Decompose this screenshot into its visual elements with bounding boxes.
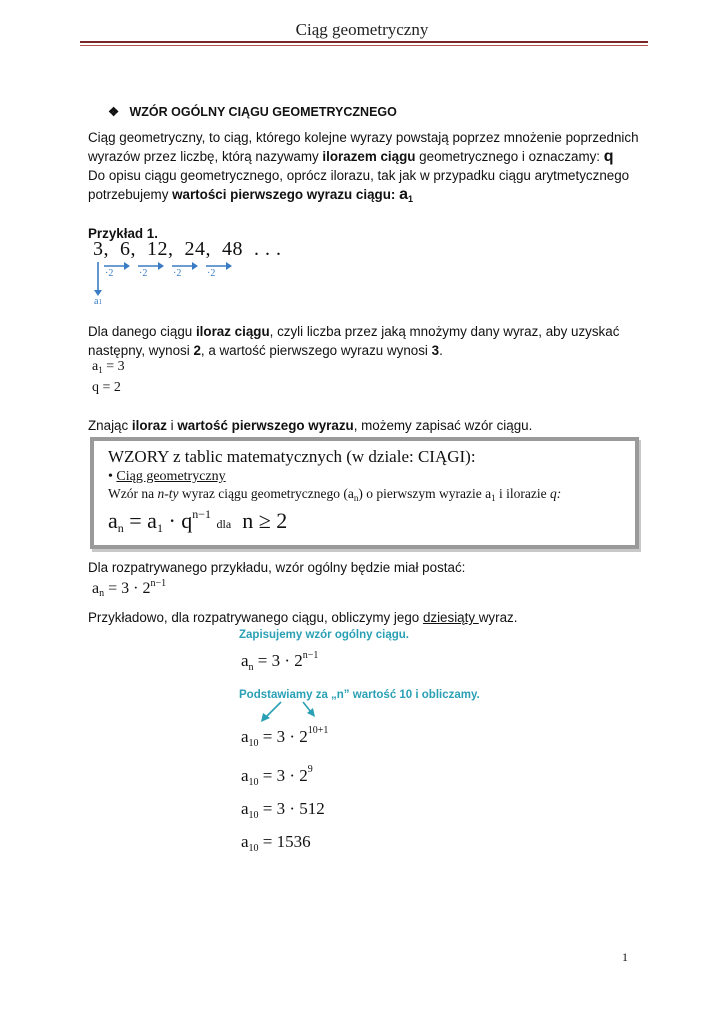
formula-box-content <box>108 447 561 536</box>
para-text: i <box>166 418 178 433</box>
calc-general-formula <box>241 650 318 673</box>
formula-part: a <box>241 832 249 851</box>
given-values <box>92 358 125 397</box>
para-text: Dla danego ciągu <box>88 324 196 339</box>
paragraph-line <box>88 341 648 360</box>
para-bold: 3 <box>431 343 440 358</box>
symbol-q: q <box>603 148 614 165</box>
section-title <box>108 104 397 119</box>
formula-sub: 10 <box>248 777 259 788</box>
formula-part: = 3 · 2 <box>253 651 303 670</box>
intro-line-1: Ciąg geometryczny, to ciąg, którego kolejne wyrazy powstają poprzez mnożenie poprzednich <box>88 130 639 145</box>
calc-note-1: Zapisujemy wzór ogólny ciągu. <box>239 629 409 641</box>
general-term-formula <box>108 507 561 536</box>
seq-term: 6, <box>120 238 136 260</box>
formula-exp: n−1 <box>192 507 212 521</box>
formula-part: = 3 · 2 <box>104 580 151 597</box>
formula-exp: 9 <box>307 764 313 775</box>
calc-rows <box>241 718 328 862</box>
intro-text: potrzebujemy <box>88 187 173 202</box>
seq-ellipsis: . . . <box>254 238 282 260</box>
intro-paragraph <box>88 128 648 209</box>
a1-marker-sub: 1 <box>98 298 102 306</box>
formula-part: a <box>241 727 249 746</box>
intro-bold-iloraz: ilorazem ciągu <box>322 149 416 164</box>
para-text: wyraz. <box>478 610 518 625</box>
formula-box-item <box>108 469 561 485</box>
formula-box <box>90 437 639 549</box>
formula-sub: 10 <box>248 843 259 854</box>
formula-box-heading: WZORY z tablic matematycznych (w dziale: CIĄGI): <box>108 447 476 466</box>
desc-sub: n <box>353 493 359 503</box>
seq-term: 12, <box>147 238 174 260</box>
multiplier-label: ·2 <box>105 268 114 279</box>
para-text: następny, wynosi <box>88 343 194 358</box>
a1-marker-text: a <box>94 296 99 307</box>
formula-sub: 1 <box>156 521 163 535</box>
formula-sub: n <box>117 521 124 535</box>
desc-text: ) o pierwszym wyrazie a <box>358 486 492 501</box>
formula-part: a <box>108 508 118 533</box>
formula-part: · q <box>162 508 193 533</box>
multiplier-label: ·2 <box>207 268 216 279</box>
formula-part: = 3 · 2 <box>258 727 308 746</box>
value-q: q = 2 <box>92 380 121 395</box>
formula-sub: n <box>99 588 105 599</box>
desc-text: Wzór na <box>108 486 158 501</box>
para-text: , a wartość pierwszego wyrazu wynosi <box>200 343 432 358</box>
pointer-arrow-icon <box>303 702 315 717</box>
formula-exp: n−1 <box>150 578 167 589</box>
value-a1-lhs: a <box>92 359 99 374</box>
para-text: Znając <box>88 418 132 433</box>
formula-part: = a <box>123 508 157 533</box>
diamond-bullet-icon: ❖ <box>108 105 120 119</box>
example-label-text: Przykład 1. <box>88 226 158 241</box>
intro-text: wyrazów przez liczbę, którą nazywamy <box>88 149 323 164</box>
para-text: Przykładowo, dla rozpatrywanego ciągu, obliczymy jego <box>88 610 423 625</box>
paragraph-line <box>88 322 648 341</box>
page-number: 1 <box>622 950 628 964</box>
formula-part: a <box>241 799 249 818</box>
formula-exp: 10+1 <box>307 725 329 736</box>
multiplier-label: ·2 <box>173 268 182 279</box>
formula-part: = 3 · 2 <box>258 766 308 785</box>
paragraph-tenth-term <box>88 608 517 627</box>
header-rule-thin <box>80 45 648 46</box>
desc-text: wyraz ciągu geometrycznego (a <box>178 486 354 501</box>
symbol-a1: a <box>399 186 408 203</box>
para-bold: wartość pierwszego wyrazu <box>177 418 354 433</box>
para-bold: iloraz <box>131 418 167 433</box>
value-a1-rhs: = 3 <box>102 359 125 374</box>
formula-part: = 1536 <box>258 832 311 851</box>
desc-text: i ilorazie <box>495 486 550 501</box>
desc-sub: 1 <box>491 493 496 503</box>
para-bold: iloraz ciągu <box>195 324 270 339</box>
formula-part: a <box>92 580 100 597</box>
para-underline: dziesiąty <box>422 610 479 625</box>
seq-term: 24, <box>184 238 211 260</box>
intro-line-4 <box>88 185 648 209</box>
calc-row <box>241 829 328 862</box>
formula-sub: 10 <box>248 810 259 821</box>
formula-box-desc <box>108 486 561 503</box>
formula-part: a <box>241 651 249 670</box>
symbol-a1-sub: 1 <box>407 194 413 204</box>
calc-row <box>241 718 328 757</box>
formula-part: = 3 · 512 <box>258 799 325 818</box>
desc-italic: q: <box>549 486 562 501</box>
formula-part: a <box>241 766 249 785</box>
intro-line-2 <box>88 147 648 166</box>
para-text: , czyli liczba przez jaką mnożymy dany wyraz, aby uzyskać <box>269 324 620 339</box>
calc-row <box>241 796 328 829</box>
para-text: , możemy zapisać wzór ciągu. <box>353 418 533 433</box>
general-formula-example <box>92 578 166 599</box>
seq-term: 48 <box>222 238 243 260</box>
intro-line-3: Do opisu ciągu geometrycznego, oprócz ilorazu, tak jak w przypadku ciągu arytmetycznego <box>88 168 630 183</box>
formula-sub: n <box>248 662 254 673</box>
multiplier-label: ·2 <box>139 268 148 279</box>
desc-italic: n-ty <box>157 486 179 501</box>
formula-sub: 10 <box>248 738 259 749</box>
a1-marker <box>94 296 102 307</box>
paragraph-formula-intro <box>88 416 532 435</box>
intro-bold-first-term: wartości pierwszego wyrazu ciągu: <box>172 187 400 202</box>
calc-row <box>241 757 328 796</box>
down-arrow-icon <box>94 262 102 296</box>
paragraph-general: Dla rozpatrywanego przykładu, wzór ogólny będzie miał postać: <box>88 560 466 575</box>
formula-condition: n ≥ 2 <box>242 508 288 533</box>
header-rule <box>80 41 648 43</box>
page-header-title: Ciąg geometryczny <box>295 20 429 39</box>
formula-dla: dla <box>216 517 232 531</box>
sequence-arrows <box>90 256 250 312</box>
value-a1-sub: 1 <box>98 365 103 375</box>
para-text: . <box>439 343 443 358</box>
formula-exp: n−1 <box>302 650 319 661</box>
intro-text: geometrycznego i oznaczamy: <box>415 149 604 164</box>
value-a1 <box>92 358 125 379</box>
seq-term: 3, <box>93 238 109 260</box>
formula-box-item-title: Ciąg geometryczny <box>116 469 226 484</box>
bullet-icon: • <box>108 469 113 484</box>
para-bold: 2 <box>193 343 201 358</box>
calc-note-2: Podstawiamy za „n” wartość 10 i obliczamy. <box>239 689 480 701</box>
section-title-text: WZÓR OGÓLNY CIĄGU GEOMETRYCZNEGO <box>129 105 397 119</box>
paragraph-iloraz <box>88 322 648 360</box>
